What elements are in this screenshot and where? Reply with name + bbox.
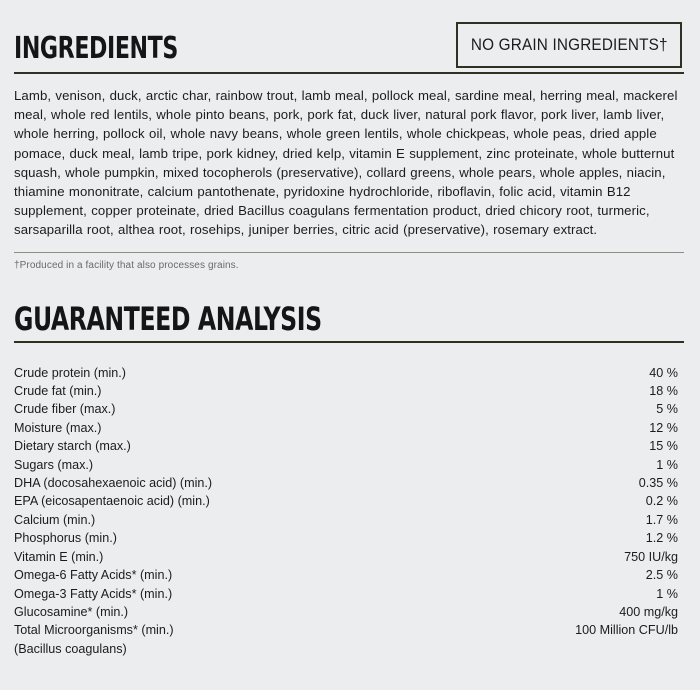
- analysis-label: Calcium (min.): [14, 512, 96, 527]
- analysis-row: [14, 400, 684, 418]
- analysis-row: [14, 474, 684, 492]
- analysis-label: DHA (docosahexaenoic acid) (min.): [14, 476, 213, 491]
- analysis-value: 12 %: [649, 420, 678, 435]
- analysis-row: [14, 456, 684, 474]
- analysis-value: 0.35 %: [638, 476, 678, 491]
- no-grain-badge: [456, 22, 682, 68]
- microorganism-strain: (Bacillus coagulans): [14, 641, 127, 656]
- analysis-row: [14, 548, 684, 566]
- analysis-row: [14, 511, 684, 529]
- ingredients-list: Lamb, venison, duck, arctic char, rainbow trout, lamb meal, pollock meal, sardine meal, herring meal, mackerel meal, whole red lentils, whole pinto beans, pork, pork fat, duck liver, natural pork flavor, pork liver, lamb liver, whole herring, pollock oil, whole navy beans, whole green lentils, whole chickpeas, whole peas, dried apple pomace, duck meal, lamb tripe, pork kidney, dried kelp, vitamin E supplement, zinc proteinate, whole butternut squash, whole pumpkin, mixed tocopherols (preservative), collard greens, whole pears, whole apples, niacin, thiamine mononitrate, calcium pantothenate, pyridoxine hydrochloride, riboflavin, folic acid, vitamin B12 supplement, copper proteinate, dried Bacillus coagulans fermentation product, dried chicory root, turmeric, sarsaparilla root, althea root, rosehips, juniper berries, citric acid (preservative), rosemary extract.: [14, 88, 678, 238]
- analysis-value: 0.2 %: [645, 494, 678, 509]
- analysis-value: 40 %: [649, 365, 678, 380]
- analysis-row: [14, 621, 684, 639]
- analysis-value: 1.2 %: [645, 531, 678, 546]
- analysis-value: 2.5 %: [645, 568, 678, 583]
- analysis-value: 18 %: [649, 384, 678, 399]
- no-grain-badge-label: NO GRAIN INGREDIENTS†: [470, 35, 668, 54]
- analysis-label: EPA (eicosapentaenoic acid) (min.): [14, 494, 210, 509]
- analysis-label: Moisture (max.): [14, 420, 102, 435]
- analysis-label: Phosphorus (min.): [14, 531, 117, 546]
- analysis-row: [14, 566, 684, 584]
- analysis-label: Dietary starch (max.): [14, 439, 131, 454]
- analysis-row: [14, 437, 684, 455]
- analysis-label: Glucosamine* (min.): [14, 604, 129, 619]
- analysis-row: [14, 529, 684, 547]
- analysis-row: [14, 603, 684, 621]
- analysis-value: 750 IU/kg: [624, 549, 678, 564]
- analysis-label: Vitamin E (min.): [14, 549, 104, 564]
- analysis-value: 1.7 %: [645, 512, 678, 527]
- analysis-row: [14, 364, 684, 382]
- analysis-label: Crude fiber (max.): [14, 402, 116, 417]
- ingredients-heading: INGREDIENTS: [14, 31, 178, 66]
- analysis-value: 5 %: [656, 402, 678, 417]
- grain-footnote: †Produced in a facility that also processes grains.: [14, 259, 239, 271]
- analysis-label: Crude protein (min.): [14, 365, 126, 380]
- analysis-label: Sugars (max.): [14, 457, 94, 472]
- analysis-label: Omega-3 Fatty Acids* (min.): [14, 586, 173, 601]
- analysis-value: 15 %: [649, 439, 678, 454]
- analysis-row: [14, 585, 684, 603]
- analysis-value: 100 Million CFU/lb: [575, 623, 678, 638]
- nutrition-panel: [14, 20, 684, 658]
- analysis-row: [14, 382, 684, 400]
- analysis-row: [14, 492, 684, 510]
- ingredients-header: [14, 20, 684, 72]
- footnote-divider: [14, 252, 684, 253]
- analysis-label: Crude fat (min.): [14, 384, 102, 399]
- analysis-heading: GUARANTEED ANALYSIS: [14, 299, 322, 338]
- analysis-rule: [14, 341, 684, 343]
- analysis-value: 1 %: [656, 457, 678, 472]
- analysis-label: Omega-6 Fatty Acids* (min.): [14, 568, 173, 583]
- analysis-header: [14, 299, 684, 341]
- analysis-value: 400 mg/kg: [619, 604, 678, 619]
- analysis-table: [14, 364, 684, 659]
- ingredients-rule: [14, 72, 684, 74]
- analysis-value: 1 %: [656, 586, 678, 601]
- analysis-label: Total Microorganisms* (min.): [14, 623, 174, 638]
- analysis-row: [14, 419, 684, 437]
